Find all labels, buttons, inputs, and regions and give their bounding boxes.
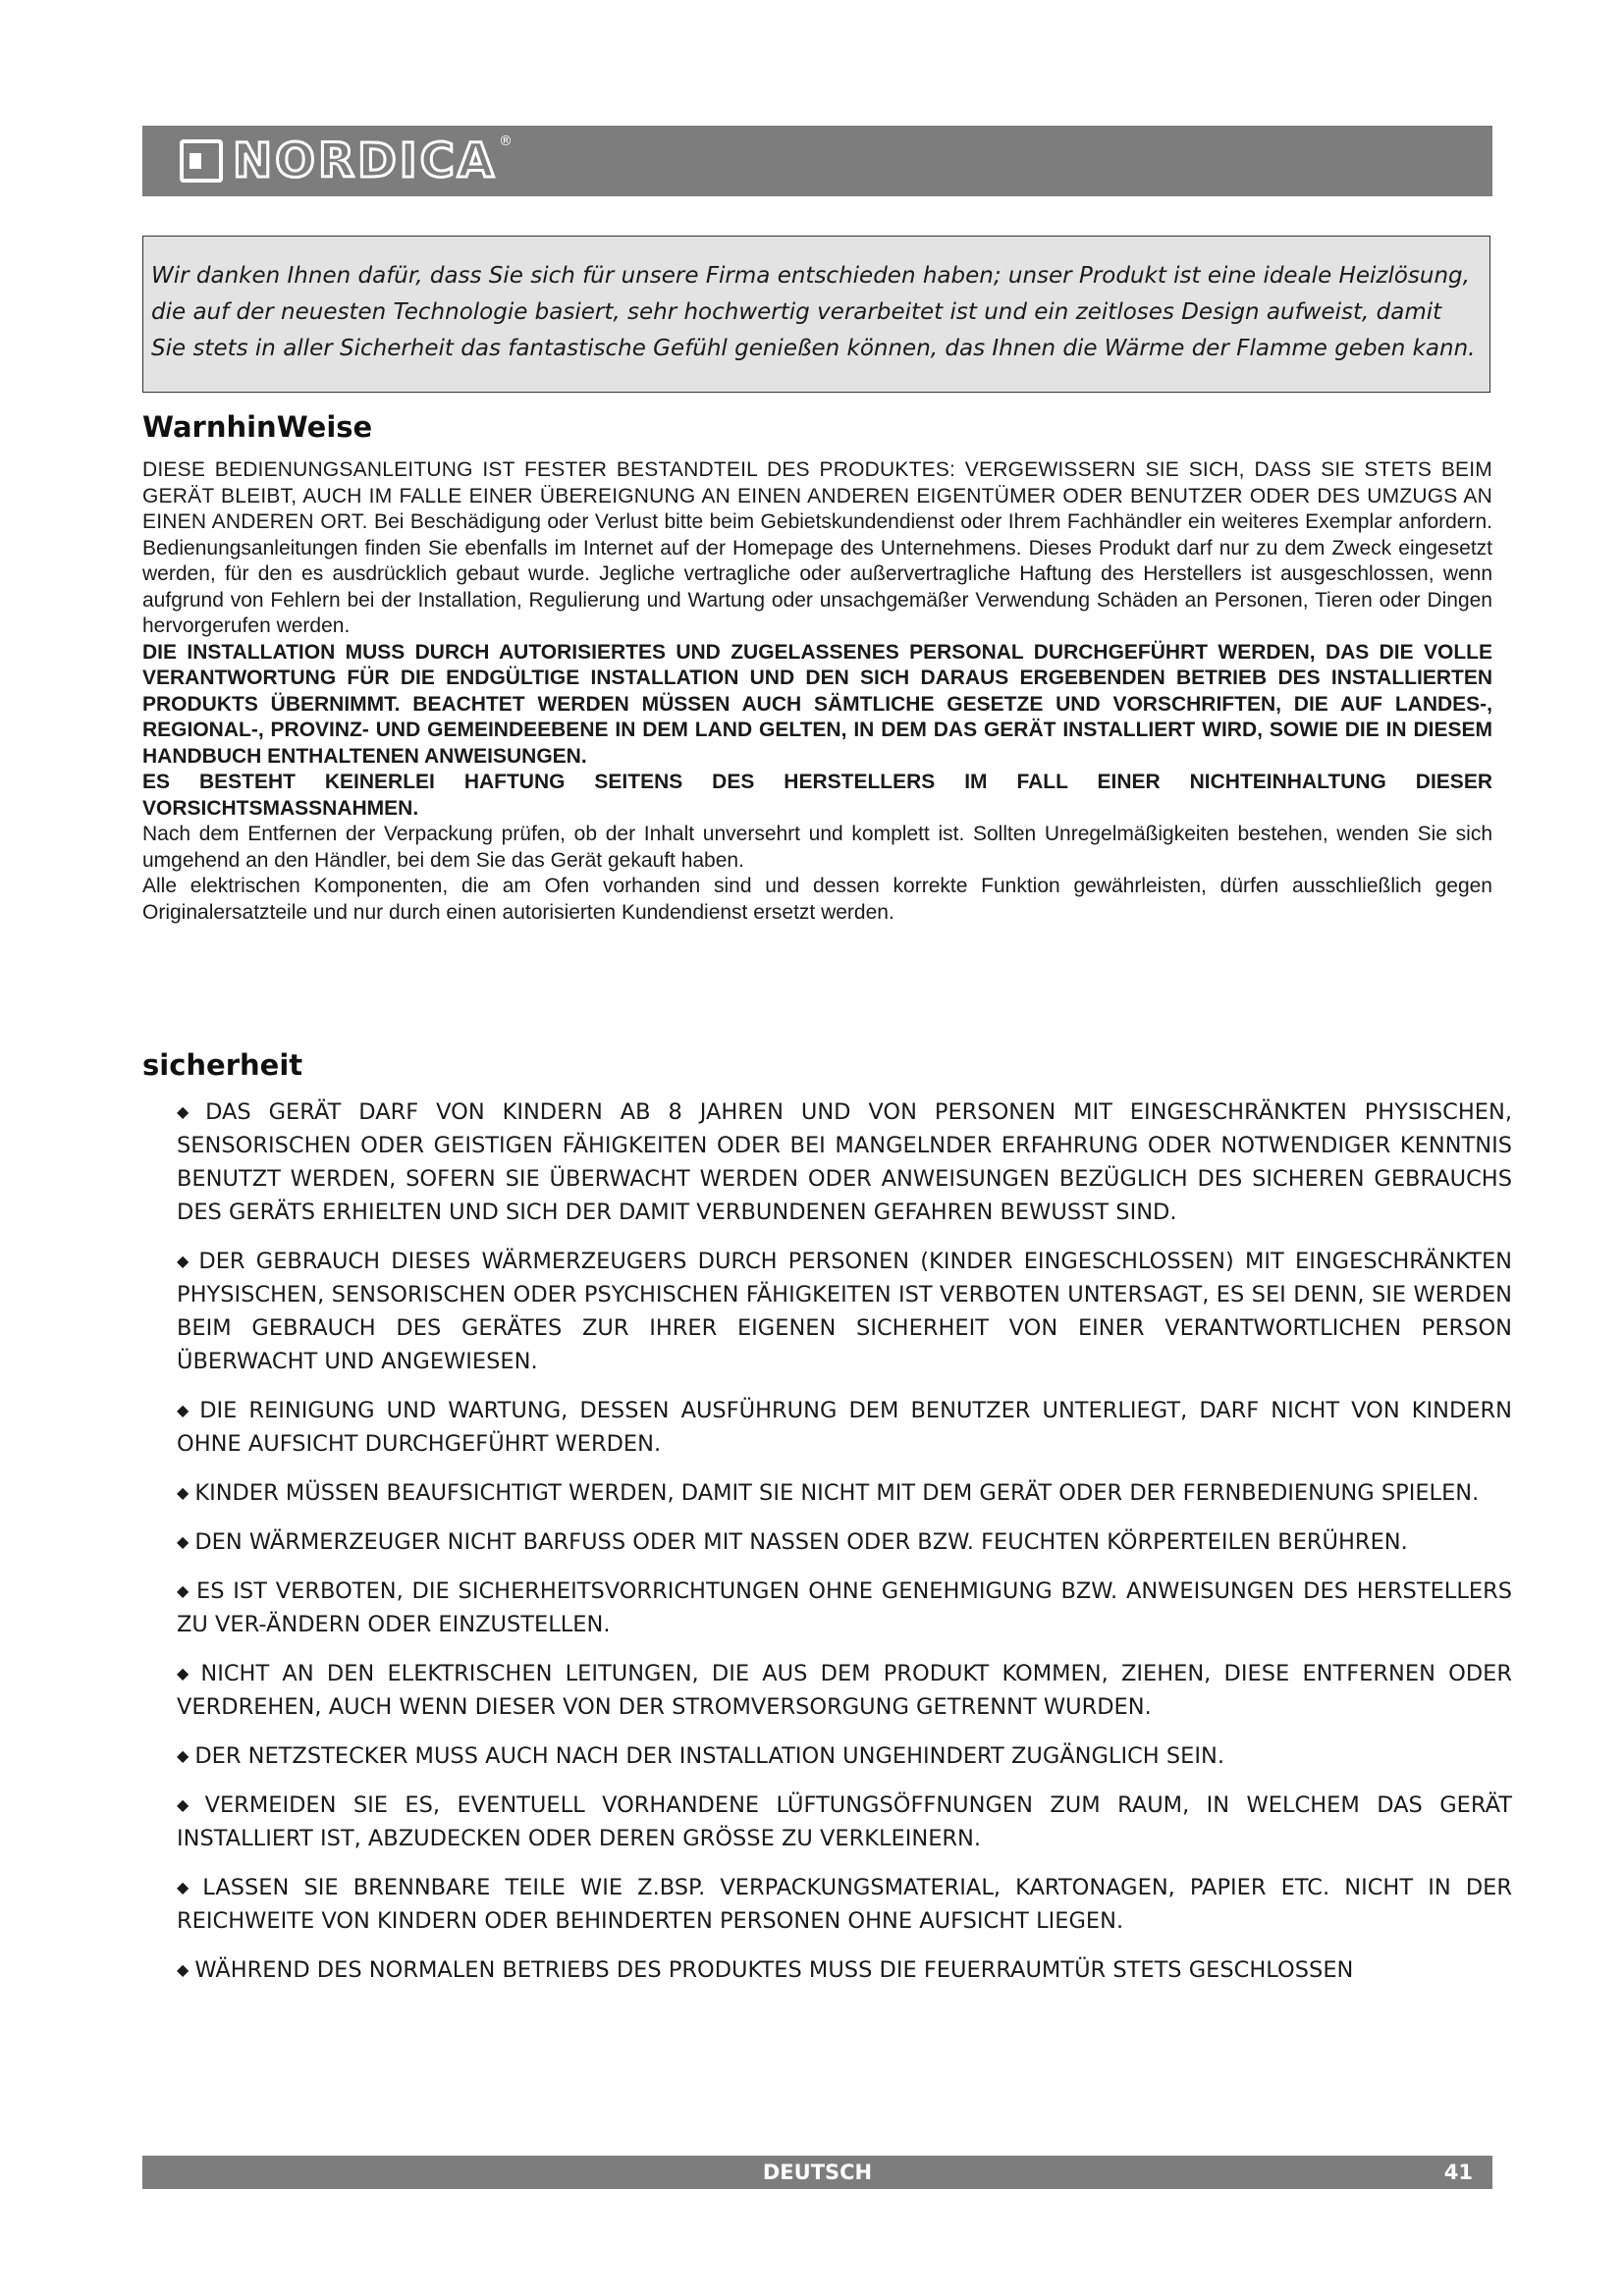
intro-text: Wir danken Ihnen dafür, dass Sie sich für unsere Firma entschieden haben; unser Produkt ist eine ideale Heizlösung, die auf der neuesten Technologie basiert, sehr hochwertig verarbeitet ist und ein zeitloses Design aufweist, damit Sie stets in aller Sicherheit das fantastische Gefühl genießen können, das Ihnen die Wärme der Flamme geben kann. bbox=[151, 263, 1476, 361]
warnings-paragraph-1 bbox=[142, 457, 1492, 640]
diamond-bullet-icon: ◆ bbox=[177, 1664, 195, 1682]
safety-heading: sicherheit bbox=[142, 1048, 303, 1082]
diamond-bullet-icon: ◆ bbox=[177, 1483, 189, 1502]
list-item: ◆ DEN WÄRMERZEUGER NICHT BARFUSS ODER MIT NASSEN ODER BZW. FEUCHTEN KÖRPERTEILEN BERÜHREN. bbox=[177, 1529, 1408, 1555]
list-item: ◆ NICHT AN DEN ELEKTRISCHEN LEITUNGEN, DIE AUS DEM PRODUKT KOMMEN, ZIEHEN, DIESE ENTFERNEN ODER VERDREHEN, AUCH WENN DIESER VON DER STROMVERSORGUNG GETRENNT WURDEN. bbox=[177, 1661, 1512, 1720]
registered-mark: ® bbox=[499, 133, 514, 149]
list-item: ◆ VERMEIDEN SIE ES, EVENTUELL VORHANDENE LÜFTUNGSÖFFNUNGEN ZUM RAUM, IN WELCHEM DAS GERÄT INSTALLIERT IST, ABZUDECKEN ODER DEREN GRÖSSE ZU VERKLEINERN. bbox=[177, 1792, 1512, 1851]
footer-language: DEUTSCH bbox=[762, 2161, 873, 2184]
diamond-bullet-icon: ◆ bbox=[177, 1581, 190, 1600]
list-item: ◆ DER NETZSTECKER MUSS AUCH NACH DER INSTALLATION UNGEHINDERT ZUGÄNGLICH SEIN. bbox=[177, 1743, 1224, 1769]
diamond-bullet-icon: ◆ bbox=[177, 1795, 199, 1814]
diamond-bullet-icon: ◆ bbox=[177, 1746, 189, 1765]
logo-icon bbox=[180, 139, 223, 183]
diamond-bullet-icon: ◆ bbox=[177, 1960, 189, 1979]
header-bar bbox=[142, 126, 1492, 196]
diamond-bullet-icon: ◆ bbox=[177, 1401, 194, 1419]
diamond-bullet-icon: ◆ bbox=[177, 1102, 200, 1121]
warnings-heading: WarnhinWeise bbox=[142, 410, 373, 444]
page-number: 41 bbox=[1443, 2161, 1473, 2184]
list-item: ◆ WÄHREND DES NORMALEN BETRIEBS DES PRODUKTES MUSS DIE FEUERRAUMTÜR STETS GESCHLOSSEN bbox=[177, 1957, 1354, 1983]
list-item: ◆ DAS GERÄT DARF VON KINDERN AB 8 JAHREN UND VON PERSONEN MIT EINGESCHRÄNKTEN PHYSISCHEN, SENSORISCHEN ODER GEISTIGEN FÄHIGKEITEN ODER BEI MANGELNDER ERFAHRUNG ODER NOTWENDIGER KENNTNIS BENUTZT WERDEN, SOFERN SIE ÜBERWACHT WERDEN ODER ANWEISUNGEN BEZÜGLICH DES SICHEREN GEBRAUCHS DES GERÄTS ERHIELTEN UND SICH DER DAMIT VERBUNDENEN GEFAHREN BEWUSST SIND. bbox=[177, 1099, 1512, 1225]
list-item: ◆ ES IST VERBOTEN, DIE SICHERHEITSVORRICHTUNGEN OHNE GENEHMIGUNG BZW. ANWEISUNGEN DES HERSTELLERS ZU VER-ÄNDERN ODER EINZUSTELLEN. bbox=[177, 1578, 1513, 1637]
warnings-p1-caps: DIESE BEDIENUNGSANLEITUNG IST FESTER BESTANDTEIL DES PRODUKTES: VERGEWISSERN SIE SICH, DASS SIE STETS BEIM GERÄT BLEIBT, AUCH IM FALLE EINER ÜBEREIGNUNG AN EINEN ANDEREN EIGENTÜMER ODER BENUTZER ODER DES UMZUGS AN EINEN ANDEREN ORT. bbox=[142, 458, 1492, 533]
warnings-paragraph-3: ES BESTEHT KEINERLEI HAFTUNG SEITENS DES HERSTELLERS IM FALL EINER NICHTEINHALTUNG DIESER VORSICHTSMASSNAHMEN. bbox=[142, 771, 1492, 820]
warnings-body bbox=[142, 457, 1492, 926]
brand-name: NORDICA bbox=[233, 133, 498, 188]
intro-box bbox=[142, 236, 1490, 393]
diamond-bullet-icon: ◆ bbox=[177, 1878, 197, 1896]
diamond-bullet-icon: ◆ bbox=[177, 1252, 193, 1270]
warnings-p1-rest: Bei Beschädigung oder Verlust bitte beim Gebietskundendienst oder Ihrem Fachhändler ein weiteres Exemplar anfordern. Bedienungsanleitungen finden Sie ebenfalls im Internet auf der Homepage des Unternehmens. Dieses Produkt darf nur zu dem Zweck eingesetzt werden, für den es ausdrücklich gebaut wurde. Jegliche vertragliche oder außervertragliche Haftung des Herstellers ist ausgeschlossen, wenn aufgrund von Fehlern bei der Installation, Regulierung und Wartung oder unsachgemäßer Verwendung Schäden an Personen, Tieren oder Dingen hervorgerufen werden. bbox=[142, 510, 1492, 637]
list-item: ◆ LASSEN SIE BRENNBARE TEILE WIE Z.BSP. VERPACKUNGSMATERIAL, KARTONAGEN, PAPIER ETC. NICHT IN DER REICHWEITE VON KINDERN ODER BEHINDERTEN PERSONEN OHNE AUFSICHT LIEGEN. bbox=[177, 1875, 1512, 1934]
safety-list bbox=[177, 1095, 1512, 2002]
warnings-paragraph-5: Alle elektrischen Komponenten, die am Ofen vorhanden sind und dessen korrekte Funktion gewährleisten, dürfen ausschließlich gegen Originalersatzteile und nur durch einen autorisierten Kundendienst ersetzt werden. bbox=[142, 875, 1492, 924]
warnings-paragraph-4: Nach dem Entfernen der Verpackung prüfen, ob der Inhalt unversehrt und komplett ist. Sollten Unregelmäßigkeiten bestehen, wenden Sie sich umgehend an den Händler, bei dem Sie das Gerät gekauft haben. bbox=[142, 823, 1492, 872]
list-item: ◆ DER GEBRAUCH DIESES WÄRMERZEUGERS DURCH PERSONEN (KINDER EINGESCHLOSSEN) MIT EINGESCHRÄNKTEN PHYSISCHEN, SENSORISCHEN ODER PSYCHISCHEN FÄHIGKEITEN IST VERBOTEN UNTERSAGT, ES SEI DENN, SIE WERDEN BEIM GEBRAUCH DES GERÄTES ZUR IHRER EIGENEN SICHERHEIT VON EINER VERANTWORTLICHEN PERSON ÜBERWACHT UND ANGEWIESEN. bbox=[177, 1249, 1512, 1374]
warnings-paragraph-2: DIE INSTALLATION MUSS DURCH AUTORISIERTES UND ZUGELASSENES PERSONAL DURCHGEFÜHRT WERDEN, DAS DIE VOLLE VERANTWORTUNG FÜR DIE ENDGÜLTIGE INSTALLATION UND DEN SICH DARAUS ERGEBENDEN BETRIEB DES INSTALLIERTEN PRODUKTS ÜBERNIMMT. BEACHTET WERDEN MÜSSEN AUCH SÄMTLICHE GESETZE UND VORSCHRIFTEN, DIE AUF LANDES-, REGIONAL-, PROVINZ- UND GEMEINDEEBENE IN DEM LAND GELTEN, IN DEM DAS GERÄT INSTALLIERT WIRD, SOWIE DIE IN DIESEM HANDBUCH ENTHALTENEN ANWEISUNGEN. bbox=[142, 640, 1492, 768]
diamond-bullet-icon: ◆ bbox=[177, 1532, 189, 1551]
list-item: ◆ KINDER MÜSSEN BEAUFSICHTIGT WERDEN, DAMIT SIE NICHT MIT DEM GERÄT ODER DER FERNBEDIENUNG SPIELEN. bbox=[177, 1480, 1480, 1506]
footer-bar bbox=[142, 2156, 1492, 2189]
list-item: ◆ DIE REINIGUNG UND WARTUNG, DESSEN AUSFÜHRUNG DEM BENUTZER UNTERLIEGT, DARF NICHT VON KINDERN OHNE AUFSICHT DURCHGEFÜHRT WERDEN. bbox=[177, 1398, 1512, 1457]
brand-logo bbox=[180, 130, 513, 192]
